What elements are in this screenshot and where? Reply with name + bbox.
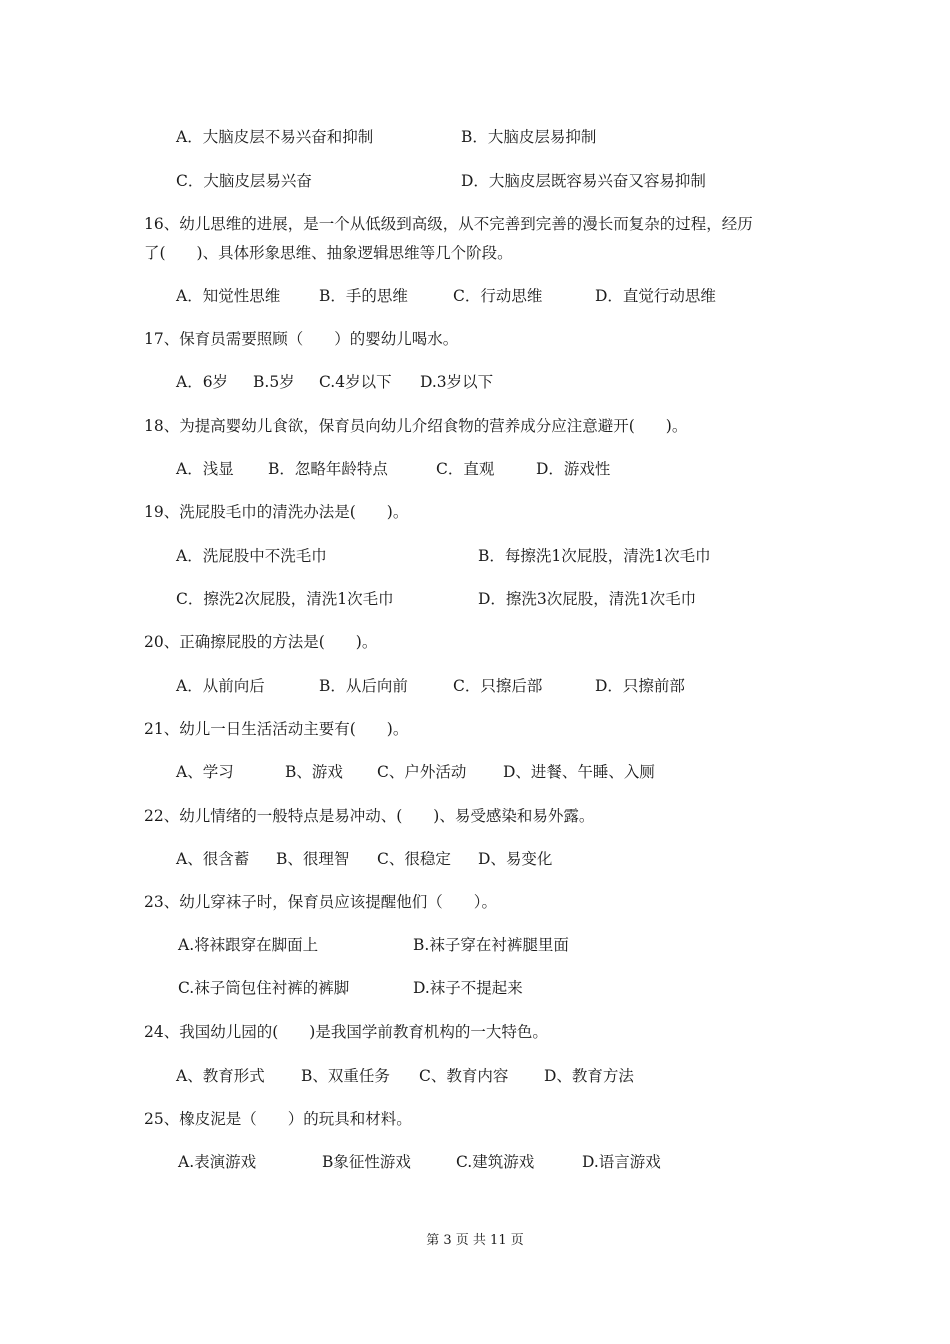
q21-option-b: B、游戏 (285, 763, 343, 781)
q24-option-b: B、双重任务 (301, 1067, 390, 1085)
q25-option-b: B象征性游戏 (322, 1153, 411, 1171)
q15-option-d: D．大脑皮层既容易兴奋又容易抑制 (461, 172, 706, 190)
q18-option-c: C．直观 (436, 460, 495, 478)
q24-option-a: A、教育形式 (176, 1067, 265, 1085)
q19-stem: 19、洗屁股毛巾的清洗办法是( )。 (144, 503, 409, 521)
q20-option-d: D．只擦前部 (595, 677, 685, 695)
q18-option-b: B．忽略年龄特点 (268, 460, 388, 478)
q21-option-a: A、学习 (176, 763, 234, 781)
q21-stem: 21、幼儿一日生活活动主要有( )。 (144, 720, 409, 738)
q20-stem: 20、正确擦屁股的方法是( )。 (144, 633, 378, 651)
q17-stem: 17、保育员需要照顾（ ）的婴幼儿喝水。 (144, 330, 459, 348)
q17-option-c: C.4岁以下 (319, 373, 392, 391)
q21-option-d: D、进餐、午睡、入厕 (503, 763, 655, 781)
q15-option-b: B．大脑皮层易抑制 (461, 128, 597, 146)
q24-option-c: C、教育内容 (419, 1067, 509, 1085)
q18-stem: 18、为提高婴幼儿食欲，保育员向幼儿介绍食物的营养成分应注意避开( )。 (144, 417, 688, 435)
q23-option-b: B.袜子穿在衬裤腿里面 (413, 936, 569, 954)
q16-option-a: A．知觉性思维 (176, 287, 281, 305)
q19-option-a: A．洗屁股中不洗毛巾 (176, 547, 327, 565)
q19-option-b: B．每擦洗1次屁股，清洗1次毛巾 (478, 547, 711, 565)
q17-option-b: B.5岁 (253, 373, 295, 391)
q22-stem: 22、幼儿情绪的一般特点是易冲动、( )、易受感染和易外露。 (144, 807, 595, 825)
q19-option-c: C．擦洗2次屁股，清洗1次毛巾 (176, 590, 394, 608)
q22-option-c: C、很稳定 (377, 850, 451, 868)
q16-stem-line1: 16、幼儿思维的进展，是一个从低级到高级，从不完善到完善的漫长而复杂的过程，经历 (144, 215, 753, 233)
q25-option-d: D.语言游戏 (582, 1153, 661, 1171)
q15-option-c: C．大脑皮层易兴奋 (176, 172, 312, 190)
page-number-footer: 第 3 页 共 11 页 (426, 1233, 524, 1248)
q22-option-b: B、很理智 (276, 850, 350, 868)
q18-option-a: A．浅显 (176, 460, 234, 478)
q16-option-c: C．行动思维 (453, 287, 543, 305)
q20-option-c: C．只擦后部 (453, 677, 543, 695)
q19-option-d: D．擦洗3次屁股，清洗1次毛巾 (478, 590, 697, 608)
q25-option-a: A.表演游戏 (178, 1153, 257, 1171)
q23-option-c: C.袜子筒包住衬裤的裤脚 (178, 979, 350, 997)
q25-stem: 25、橡皮泥是（ ）的玩具和材料。 (144, 1110, 412, 1128)
q21-option-c: C、户外活动 (377, 763, 467, 781)
q23-stem: 23、幼儿穿袜子时，保育员应该提醒他们（ ）。 (144, 893, 497, 911)
q17-option-a: A．6岁 (176, 373, 229, 391)
q16-option-d: D．直觉行动思维 (595, 287, 716, 305)
q23-option-a: A.将袜跟穿在脚面上 (178, 936, 319, 954)
q23-option-d: D.袜子不提起来 (413, 979, 523, 997)
q15-option-a: A．大脑皮层不易兴奋和抑制 (176, 128, 374, 146)
q22-option-a: A、很含蓄 (176, 850, 250, 868)
q25-option-c: C.建筑游戏 (456, 1153, 535, 1171)
q20-option-a: A．从前向后 (176, 677, 265, 695)
q18-option-d: D．游戏性 (536, 460, 611, 478)
q22-option-d: D、易变化 (478, 850, 553, 868)
q24-option-d: D、教育方法 (544, 1067, 634, 1085)
q16-option-b: B．手的思维 (319, 287, 408, 305)
q20-option-b: B．从后向前 (319, 677, 408, 695)
q16-stem-line2: 了( )、具体形象思维、抽象逻辑思维等几个阶段。 (144, 244, 513, 262)
q17-option-d: D.3岁以下 (420, 373, 494, 391)
q24-stem: 24、我国幼儿园的( )是我国学前教育机构的一大特色。 (144, 1023, 548, 1041)
